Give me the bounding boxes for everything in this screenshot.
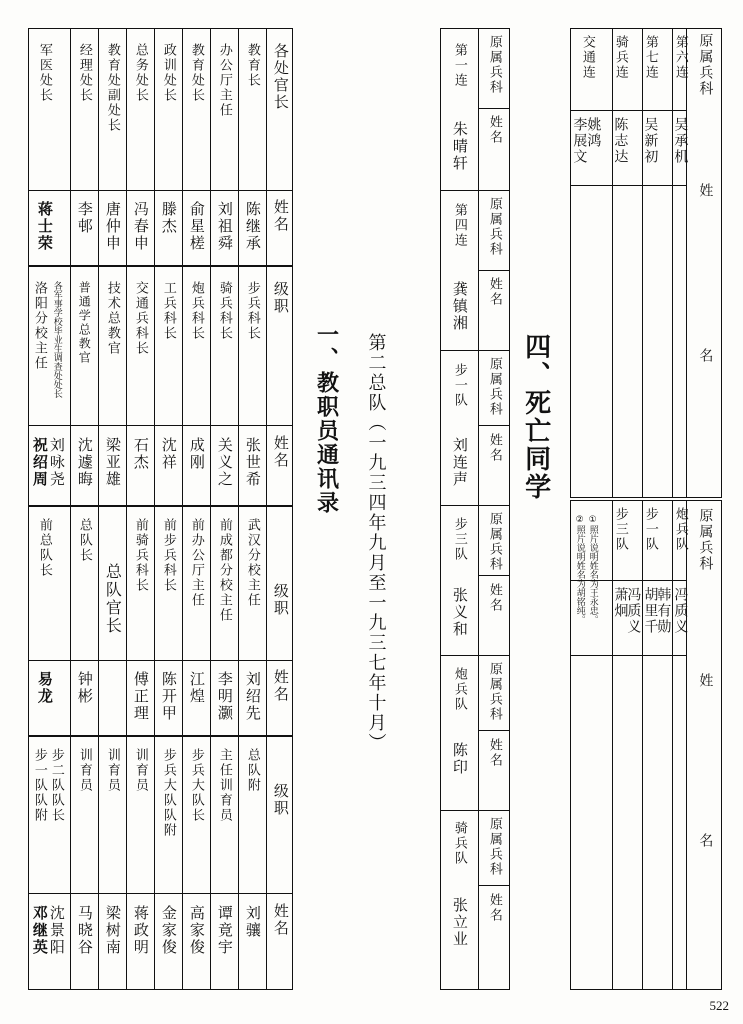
- divider: [238, 28, 239, 990]
- rank-cell: 主任训育员: [216, 748, 232, 823]
- right-top-header-unit: 原属兵科: [697, 33, 714, 97]
- divider: [570, 655, 686, 656]
- name-cell: 刘咏尧: [47, 437, 66, 488]
- name-cell: 梁树南: [103, 905, 122, 956]
- right-bottom-header-unit: 原属兵科: [697, 508, 714, 572]
- name-cell: 陈开甲: [159, 671, 178, 722]
- divider: [210, 28, 211, 990]
- name-cell: 祝绍周: [30, 437, 49, 488]
- divider: [612, 28, 613, 498]
- rank-cell: 骑兵科长: [216, 281, 232, 341]
- name-cell: 梁亚雄: [103, 437, 122, 488]
- right-col-unit: 骑兵连: [612, 35, 628, 80]
- rank-cell: 教育处长: [188, 43, 204, 103]
- rank-cell: 炮兵科长: [188, 281, 204, 341]
- divider: [478, 730, 510, 731]
- rank-cell: 技术总教官: [104, 281, 120, 356]
- group2-name-label: 姓名: [271, 435, 290, 469]
- divider: [182, 28, 183, 990]
- divider: [478, 575, 510, 576]
- name-cell: 关义之: [215, 437, 234, 488]
- mid-row-unit: 炮兵队: [451, 667, 467, 712]
- divider: [478, 885, 510, 886]
- rank-cell: 军医处长: [36, 43, 52, 103]
- divider: [126, 28, 127, 990]
- rank-cell: 普通学总教官: [77, 281, 92, 365]
- mid-row-header: 原属兵科: [486, 35, 502, 95]
- rank-cell: 办公厅主任: [216, 43, 232, 118]
- section-title-left: 一、教职员通讯录: [313, 323, 339, 515]
- mid-row-header: 原属兵科: [486, 662, 502, 722]
- mid-row-unit: 第四连: [451, 203, 467, 248]
- name-cell: 沈祥: [159, 437, 178, 471]
- mid-row-unit: 骑兵队: [451, 821, 467, 866]
- name-cell: 刘祖舜: [215, 201, 234, 252]
- right-col-unit: 第七连: [642, 35, 658, 80]
- mid-row-unit: 第一连: [451, 43, 467, 88]
- divider: [686, 28, 687, 498]
- rank-cell: 总务处长: [132, 43, 148, 103]
- rank-cell: 总队附: [244, 748, 260, 793]
- name-cell: 马晓谷: [75, 905, 94, 956]
- name-cell: 易龙: [35, 671, 54, 705]
- right-col-name: 萧炯: [612, 587, 629, 619]
- right-col-name: 胡里千: [642, 587, 659, 635]
- mid-row-name: 朱晴轩: [450, 121, 469, 172]
- divider: [672, 28, 673, 498]
- name-cell: 李明灏: [215, 671, 234, 722]
- page-number: 522: [709, 998, 729, 1013]
- name-cell: 唐仲申: [103, 201, 122, 252]
- rank-cell: 各军事学校毕业生调查处处长: [51, 281, 62, 398]
- rank-cell: 训育员: [76, 748, 92, 793]
- divider: [98, 28, 99, 990]
- rank-cell: 步二队队长: [48, 748, 64, 823]
- divider: [440, 505, 510, 506]
- group1-header-rank: 各处官长: [271, 43, 290, 111]
- right-col-name: 姚鸿: [585, 117, 602, 149]
- rank-cell: 洛阳分校主任: [31, 281, 47, 371]
- divider: [570, 110, 686, 111]
- divider: [440, 190, 510, 191]
- mid-row-name-label: 姓名: [486, 893, 502, 923]
- mid-row-name-label: 姓名: [486, 738, 502, 768]
- name-cell: 邓继英: [30, 905, 49, 956]
- mid-row-header: 原属兵科: [486, 357, 502, 417]
- divider: [28, 425, 293, 426]
- divider: [28, 735, 293, 737]
- divider: [28, 660, 293, 661]
- divider: [478, 108, 510, 109]
- divider: [440, 350, 510, 351]
- rank-cell: 武汉分校主任: [244, 518, 260, 608]
- name-cell: 刘绍先: [243, 671, 262, 722]
- name-cell: 石杰: [131, 437, 150, 471]
- rank-cell: 步兵大队长: [188, 748, 204, 823]
- group3-rank-label: 级职: [271, 583, 290, 617]
- name-cell: 蒋士荣: [35, 201, 54, 252]
- footnote-2: ②照片说明姓名为胡铭纯。: [574, 515, 585, 624]
- section-title-right: 四、死亡同学: [520, 333, 551, 501]
- name-cell: 蒋政明: [131, 905, 150, 956]
- rank-cell: 交通兵科长: [132, 281, 148, 356]
- rank-cell: 前步兵科长: [160, 518, 176, 593]
- name-cell: 金家俊: [159, 905, 178, 956]
- name-cell: 谭竟宇: [215, 905, 234, 956]
- divider: [28, 265, 293, 267]
- right-col-name: 陈志达: [612, 117, 629, 165]
- name-cell: 钟彬: [75, 671, 94, 705]
- divider: [266, 28, 267, 990]
- divider: [28, 893, 293, 894]
- mid-row-name: 龚镇湘: [450, 281, 469, 332]
- mid-row-name: 张立业: [450, 897, 469, 948]
- mid-row-name-label: 姓名: [486, 277, 502, 307]
- divider: [642, 500, 643, 990]
- name-cell: 陈继承: [243, 201, 262, 252]
- divider: [70, 28, 71, 990]
- name-cell: 冯春申: [131, 201, 150, 252]
- group4-name-label: 姓名: [271, 903, 290, 937]
- divider: [28, 505, 293, 507]
- right-col-name: 吴新初: [642, 117, 659, 165]
- subtitle-left: 第二总队（一九三四年九月至一九三七年十月）: [365, 333, 387, 753]
- name-cell: 俞星槎: [187, 201, 206, 252]
- divider: [686, 500, 687, 990]
- divider: [440, 655, 510, 656]
- right-col-name: 冯质义: [625, 587, 642, 635]
- name-cell: 李邨: [75, 201, 94, 235]
- rank-cell: 步兵科长: [244, 281, 260, 341]
- mid-row-header: 原属兵科: [486, 512, 502, 572]
- mid-row-name-label: 姓名: [486, 433, 502, 463]
- mid-row-unit: 步一队: [451, 363, 467, 408]
- rank-cell: 步一队队附: [31, 748, 47, 823]
- divider: [28, 190, 293, 191]
- group4-rank-label: 级职: [271, 783, 290, 817]
- rank-cell: 经理处长: [76, 43, 92, 103]
- footnote-1: ①照片说明姓名为王永忠。: [587, 515, 598, 624]
- right-top-header-name: 姓: [697, 183, 714, 199]
- right-col-unit: 交通连: [579, 35, 595, 80]
- rank-cell-total: 总队官长: [103, 563, 123, 635]
- right-col-unit: 步三队: [612, 507, 628, 552]
- rank-cell: 前总队长: [36, 518, 52, 578]
- name-cell: 刘骧: [243, 905, 262, 939]
- rank-cell: 前骑兵科长: [132, 518, 148, 593]
- group2-rank-label: 级职: [271, 281, 290, 315]
- name-cell: 江煌: [187, 671, 206, 705]
- divider: [440, 810, 510, 811]
- right-col-unit: 步一队: [642, 507, 658, 552]
- right-col-name: 吴承机: [672, 117, 689, 165]
- rank-cell: 训育员: [132, 748, 148, 793]
- mid-row-name-label: 姓名: [486, 115, 502, 145]
- mid-row-header: 原属兵科: [486, 197, 502, 257]
- mid-row-name: 陈印: [450, 742, 469, 776]
- rank-cell: 工兵科长: [160, 281, 176, 341]
- rank-cell: 政训处长: [160, 43, 176, 103]
- rank-cell: 教育处副处长: [104, 43, 120, 133]
- right-bottom-header-name: 姓: [697, 673, 714, 689]
- rank-cell: 总队长: [76, 518, 92, 563]
- mid-row-unit: 步三队: [451, 517, 467, 562]
- divider: [612, 500, 613, 990]
- rank-cell: 前办公厅主任: [188, 518, 204, 608]
- name-cell: 傅正理: [131, 671, 150, 722]
- right-bottom-header-name2: 名: [697, 833, 714, 849]
- right-col-unit: 第六连: [672, 35, 688, 80]
- rank-cell: 前成都分校主任: [216, 518, 232, 623]
- group3-name-label: 姓名: [271, 669, 290, 703]
- name-cell: 沈景阳: [47, 905, 66, 956]
- divider: [672, 500, 673, 990]
- divider: [642, 28, 643, 498]
- group1-header-name: 姓名: [271, 199, 290, 233]
- divider: [570, 185, 686, 186]
- mid-row-name-label: 姓名: [486, 583, 502, 613]
- rank-cell: 教育长: [244, 43, 260, 88]
- mid-row-header: 原属兵科: [486, 817, 502, 877]
- right-col-name: 韩有勋: [655, 587, 672, 635]
- name-cell: 张世希: [243, 437, 262, 488]
- rank-cell: 训育员: [104, 748, 120, 793]
- right-col-name: 冯质义: [672, 587, 689, 635]
- right-top-header-name2: 名: [697, 348, 714, 364]
- divider: [478, 270, 510, 271]
- divider: [478, 425, 510, 426]
- name-cell: 沈遽晦: [75, 437, 94, 488]
- rank-cell: 步兵大队队附: [160, 748, 176, 838]
- name-cell: 高家俊: [187, 905, 206, 956]
- name-cell: 滕杰: [159, 201, 178, 235]
- divider: [478, 28, 479, 990]
- mid-row-name: 张义和: [450, 587, 469, 638]
- divider: [154, 28, 155, 990]
- right-col-name: 李展文: [571, 117, 588, 165]
- right-col-unit: 炮兵队: [672, 507, 688, 552]
- mid-row-name: 刘连声: [450, 437, 469, 488]
- name-cell: 成刚: [187, 437, 206, 471]
